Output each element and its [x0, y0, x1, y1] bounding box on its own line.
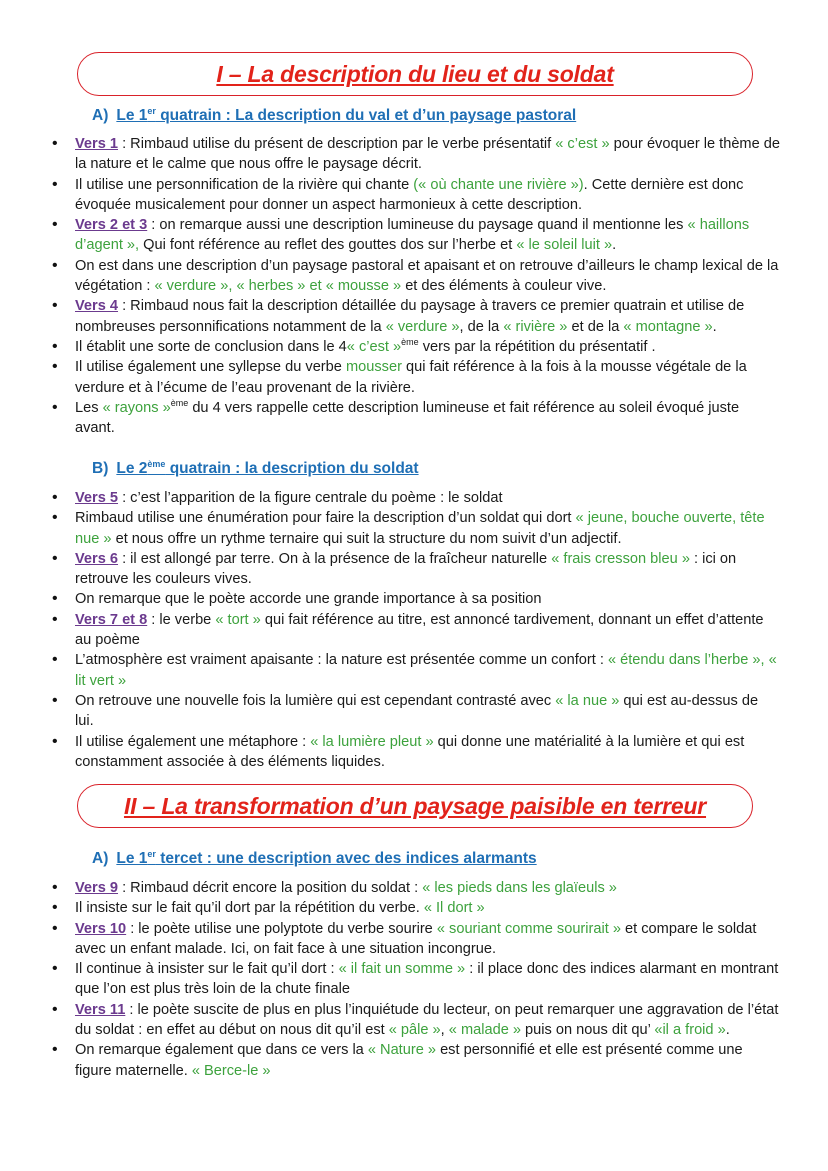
text: Les: [75, 399, 103, 416]
quote: « tort »: [215, 611, 261, 628]
quote: « montagne »: [623, 318, 713, 335]
bullet-list-b: [52, 488, 780, 772]
list-item: [52, 134, 780, 175]
list-item: [52, 256, 780, 297]
quote: « haillons d’agent »,: [75, 217, 750, 254]
text: Il utilise également une syllepse du verbe: [75, 359, 346, 376]
list-item: [52, 175, 780, 216]
text: On est dans une description d’un paysage pastoral et apaisant et on retrouve d’ailleurs le champ lexical de la végétation :: [75, 257, 779, 295]
list-item: [52, 488, 780, 508]
list-item: [52, 337, 780, 357]
text: : il place donc des indices alarmant en montrant que l’on est plus très loin de la chute finale: [75, 961, 779, 998]
text: qui donne une matérialité à la lumière et qui est constamment associée à des éléments liquides.: [75, 733, 745, 770]
list-item: [52, 589, 780, 609]
quote: « Il dort »: [423, 900, 485, 917]
list-item: [52, 357, 780, 398]
text: qui est au-dessus de lui.: [75, 692, 759, 730]
text: et compare le soldat avec un enfant malade. Ici, on fait face à une situation incongrue.: [75, 920, 757, 957]
quote: « rayons »: [102, 399, 171, 416]
bullet-list-c: [52, 878, 780, 1081]
verse-label: Vers 1: [75, 136, 119, 152]
text: : ici on retrouve les couleurs vives.: [75, 550, 737, 588]
list-item: [52, 549, 780, 590]
heading-text: tercet : une description avec des indices alarmants: [155, 850, 537, 867]
heading-sup: er: [147, 105, 156, 116]
list-item: [52, 919, 780, 960]
quote: «il a froid »: [654, 1022, 726, 1039]
quote: « verdure »: [385, 318, 460, 335]
text: .: [712, 318, 717, 335]
text: : c’est l’apparition de la figure centrale du poème : le soldat: [118, 490, 503, 506]
part1-title: I – La description du lieu et du soldat: [216, 60, 614, 87]
quote: « frais cresson bleu »: [551, 550, 690, 567]
text: .: [651, 338, 656, 355]
quote: « le soleil luit »: [516, 237, 613, 254]
text: vers rappelle cette description lumineuse et fait référence au soleil évoqué juste avant.: [75, 399, 740, 437]
quote: « les pieds dans les glaïeuls »: [422, 880, 617, 896]
section-letter: B): [92, 460, 109, 477]
list-item: [52, 508, 780, 549]
verse-label: Vers 7 et 8: [75, 611, 148, 628]
part2-title-box: [77, 784, 753, 828]
list-item: [52, 215, 780, 256]
heading-text: Le 2: [116, 460, 148, 477]
text: .: [725, 1022, 730, 1039]
quote: « rivière »: [503, 318, 568, 335]
verse-label: Vers 9: [75, 880, 119, 896]
list-item: [52, 610, 780, 651]
text: qui fait référence à la fois à la mousse végétale de la verdure et à l’écume de l’eau provenant de la rivière.: [75, 359, 747, 396]
verse-label: Vers 11: [75, 1001, 126, 1018]
verse-label: Vers 4: [75, 298, 119, 315]
quote: mousser: [345, 359, 402, 376]
list-item: [52, 898, 780, 918]
verse-label: Vers 2 et 3: [75, 217, 148, 234]
quote: « il fait un somme »: [338, 961, 466, 978]
list-item: [52, 398, 780, 439]
list-item: [52, 650, 780, 691]
text: : on remarque aussi une description lumineuse du paysage quand il mentionne les: [147, 217, 688, 234]
text: pour évoquer le thème de la nature et le calme que nous offre le paysage décrit.: [75, 136, 780, 173]
quote: « pâle »: [388, 1022, 441, 1039]
text: du 4: [188, 399, 221, 416]
text: : Rimbaud nous fait la description détaillée du paysage à travers ce premier quatrain et utilise de nombreuses personnifications notamment de la: [75, 298, 745, 335]
quote: « Berce-le »: [191, 1062, 271, 1079]
text: : le verbe: [147, 611, 216, 628]
text: On remarque que le poète accorde une grande importance à sa position: [75, 591, 542, 608]
list-item: [52, 1040, 780, 1081]
heading-sup: er: [147, 848, 156, 859]
text: vers par la répétition du présentatif: [418, 338, 652, 355]
verse-label: Vers 6: [75, 550, 119, 567]
text: : le poète suscite de plus en plus l’inquiétude du lecteur, on peut remarquer une aggravation de l’état du soldat : en effet au début on nous dit qu’il est: [75, 1001, 779, 1039]
text: Il continue à insister sur le fait qu’il dort :: [75, 961, 339, 978]
section-a-heading: [92, 107, 576, 125]
verse-label: Vers 5: [75, 490, 119, 506]
text: Il utilise également une métaphore :: [75, 733, 311, 750]
quote: « souriant comme sourirait »: [436, 920, 621, 937]
quote: « Nature »: [367, 1042, 437, 1059]
heading-text: Le 1: [116, 107, 148, 124]
verse-label: Vers 10: [75, 920, 127, 937]
superscript: ème: [170, 398, 189, 408]
section-b-heading: [92, 460, 419, 478]
text: , de la: [459, 318, 504, 335]
text: Il établit une sorte de conclusion dans le 4: [75, 338, 347, 355]
list-item: [52, 959, 780, 1000]
text: : Rimbaud utilise du présent de description par le verbe présentatif: [118, 136, 556, 152]
text: et des éléments à couleur vive.: [401, 278, 607, 295]
quote: « jeune, bouche ouverte, tête nue »: [75, 510, 765, 547]
quote: « étendu dans l’herbe », « lit vert »: [75, 652, 777, 689]
quote: « la lumière pleut »: [310, 733, 434, 750]
text: et de la: [567, 318, 624, 335]
text: .: [612, 237, 617, 254]
section-letter: A): [92, 107, 109, 124]
text: Rimbaud utilise une énumération pour faire la description d’un soldat qui dort: [75, 510, 576, 527]
text: On remarque également que dans ce vers la: [75, 1042, 368, 1059]
text: qui fait référence au titre, est annoncé tardivement, donnant un effet d’attente au poème: [75, 611, 764, 649]
section-letter: A): [92, 850, 109, 867]
text: Il utilise une personnification de la rivière qui chante: [75, 176, 414, 193]
part2-title: II – La transformation d’un paysage paisible en terreur: [123, 792, 707, 819]
text: Qui font référence au reflet des gouttes dos sur l’herbe et: [139, 237, 517, 254]
quote: « la nue »: [555, 692, 620, 709]
text: L’atmosphère est vraiment apaisante : la nature est présentée comme un confort :: [75, 652, 608, 669]
quote: « malade »: [448, 1022, 521, 1039]
part1-title-box: [77, 52, 753, 96]
text: et nous offre un rythme ternaire qui suit la structure du nom suivit d’un adjectif.: [111, 530, 622, 547]
heading-text: quatrain : la description du soldat: [165, 460, 419, 477]
list-item: [52, 296, 780, 337]
text: : le poète utilise une polyptote du verbe sourire: [126, 920, 437, 937]
list-item: [52, 878, 780, 898]
text: puis on nous dit qu’: [521, 1022, 655, 1039]
text: ,: [440, 1022, 449, 1039]
list-item: [52, 732, 780, 773]
section-c-heading: [92, 850, 537, 868]
text: est personnifié et elle est présenté comme une figure maternelle.: [75, 1042, 743, 1079]
text: Il insiste sur le fait qu’il dort par la répétition du verbe.: [75, 900, 424, 917]
text: On retrouve une nouvelle fois la lumière qui est cependant contrasté avec: [75, 692, 556, 709]
quote: « c’est »: [346, 338, 402, 355]
heading-sup: ème: [147, 458, 166, 469]
list-item: [52, 691, 780, 732]
text: . Cette dernière est donc évoquée musicalement pour donner un aspect harmonieux à cette description.: [75, 176, 744, 213]
quote: « verdure », « herbes » et « mousse »: [154, 278, 402, 295]
heading-text: Le 1: [116, 850, 148, 867]
quote: « c’est »: [555, 136, 610, 152]
bullet-list-a: [52, 134, 780, 438]
text: : il est allongé par terre. On à la présence de la fraîcheur naturelle: [118, 550, 552, 567]
list-item: [52, 1000, 780, 1041]
text: : Rimbaud décrit encore la position du soldat :: [118, 880, 423, 896]
superscript: ème: [401, 337, 419, 348]
quote: (« où chante une rivière »): [413, 176, 584, 193]
heading-text: quatrain : La description du val et d’un paysage pastoral: [155, 107, 577, 124]
